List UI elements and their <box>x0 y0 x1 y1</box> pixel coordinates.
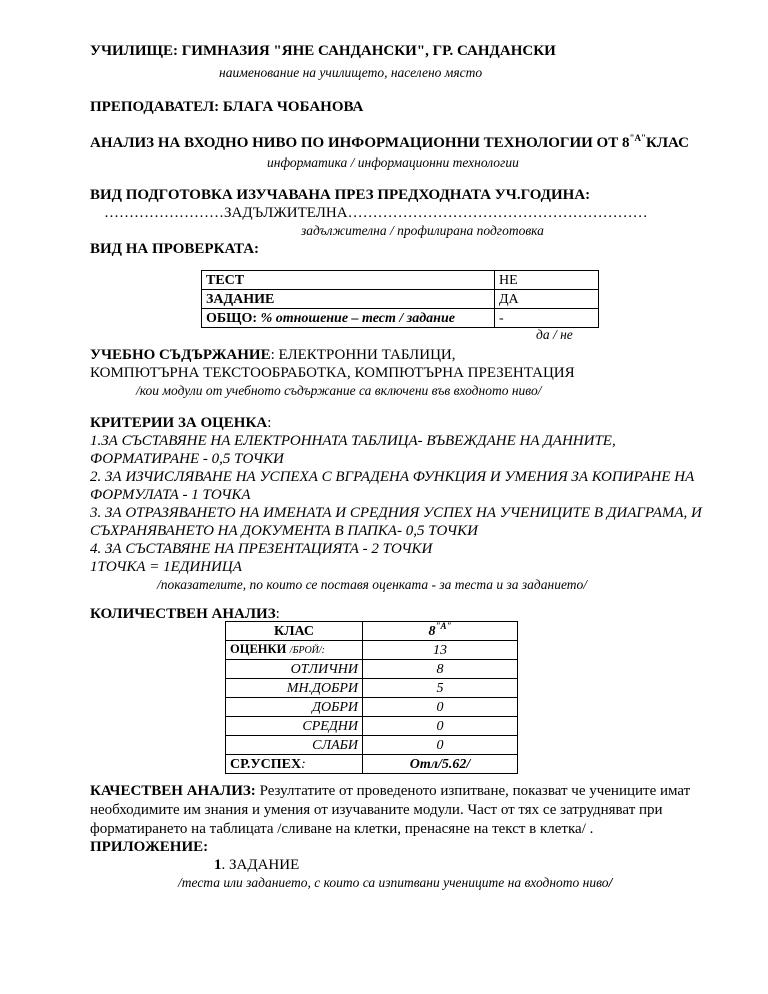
qualitative-line1: КАЧЕСТВЕН АНАЛИЗ: Резултатите от проведеното изпитване, показват че учениците имат <box>90 783 691 799</box>
school-line: УЧИЛИЩЕ: ГИМНАЗИЯ "ЯНЕ САНДАНСКИ", ГР. САНДАНСКИ <box>90 43 556 59</box>
grade-label: ОТЛИЧНИ <box>226 660 363 679</box>
content-hint: /кои модули от учебното съдържание са включени във входното ниво/ <box>136 383 542 398</box>
appendix-hint: /теста или заданието, с които са изпитвани учениците на входното ниво/ <box>178 875 613 890</box>
teacher-line: ПРЕПОДАВАТЕЛ: БЛАГА ЧОБАНОВА <box>90 99 364 115</box>
grade-count: 5 <box>363 679 518 698</box>
criteria-line: 1.ЗА СЪСТАВЯНЕ НА ЕЛЕКТРОННАТА ТАБЛИЦА- ВЪВЕЖДАНЕ НА ДАННИТЕ, <box>90 433 616 449</box>
criteria-title: КРИТЕРИИ ЗА ОЦЕНКА: <box>90 415 272 431</box>
preparation-title: ВИД ПОДГОТОВКА ИЗУЧАВАНА ПРЕЗ ПРЕДХОДНАТА УЧ.ГОДИНА: <box>90 187 591 203</box>
check-value: - <box>495 309 599 328</box>
grade-count: 0 <box>363 736 518 755</box>
table-row <box>226 641 518 660</box>
content-line1: УЧЕБНО СЪДЪРЖАНИЕ: ЕЛЕКТРОННИ ТАБЛИЦИ, <box>90 347 456 363</box>
check-table <box>201 270 599 328</box>
grades-table <box>225 621 518 774</box>
table-row <box>226 622 518 641</box>
content-line2: КОМПЮТЪРНА ТЕКСТООБРАБОТКА, КОМПЮТЪРНА ПРЕЗЕНТАЦИЯ <box>90 365 575 381</box>
check-label: ЗАДАНИЕ <box>202 290 495 309</box>
criteria-line: 2. ЗА ИЗЧИСЛЯВАНЕ НА УСПЕХА С ВГРАДЕНА ФУНКЦИЯ И УМЕНИЯ ЗА КОПИРАНЕ НА <box>90 469 695 485</box>
table-row <box>226 679 518 698</box>
preparation-hint: задължителна / профилирана подготовка <box>301 223 544 238</box>
grades-label: ОЦЕНКИ /БРОЙ/: <box>226 641 363 660</box>
table-row <box>226 698 518 717</box>
grade-label: СЛАБИ <box>226 736 363 755</box>
grades-total: 13 <box>363 641 518 660</box>
check-hint: да / не <box>536 327 573 342</box>
qualitative-line3: форматирането на таблицата /сливане на клетки, пренасяне на текст в клетка/ . <box>90 821 594 837</box>
class-value: $8^{"А"}$ <box>363 622 518 641</box>
grade-count: 0 <box>363 717 518 736</box>
quantitative-title: КОЛИЧЕСТВЕН АНАЛИЗ: <box>90 606 280 622</box>
table-row <box>226 755 518 774</box>
check-value: ДА <box>495 290 599 309</box>
table-row <box>226 717 518 736</box>
grade-label: СРЕДНИ <box>226 717 363 736</box>
check-title: ВИД НА ПРОВЕРКАТА: <box>90 241 260 257</box>
check-label: ОБЩО: % отношение – тест / задание <box>202 309 495 328</box>
grade-label: МН.ДОБРИ <box>226 679 363 698</box>
grade-count: 8 <box>363 660 518 679</box>
table-row <box>202 309 599 328</box>
class-header: КЛАС <box>226 622 363 641</box>
avg-label: СР.УСПЕХ: <box>226 755 363 774</box>
grade-count: 0 <box>363 698 518 717</box>
criteria-hint: /показателите, по които се поставя оценката - за теста и за заданието/ <box>157 577 588 592</box>
grade-label: ДОБРИ <box>226 698 363 717</box>
criteria-line: 1ТОЧКА = 1ЕДИНИЦА <box>90 559 242 575</box>
criteria-line: ФОРМАТИРАНЕ - 0,5 ТОЧКИ <box>90 451 284 467</box>
avg-value: Отл/5.62/ <box>363 755 518 774</box>
analysis-title: АНАЛИЗ НА ВХОДНО НИВО ПО ИНФОРМАЦИОННИ ТЕХНОЛОГИИ ОТ $8^{"А"}КЛАС$ <box>90 133 689 151</box>
criteria-line: 3. ЗА ОТРАЗЯВАНЕТО НА ИМЕНАТА И СРЕДНИЯ УСПЕХ НА УЧЕНИЦИТЕ В ДИАГРАМА, И <box>90 505 702 521</box>
criteria-line: ФОРМУЛАТА - 1 ТОЧКА <box>90 487 251 503</box>
appendix-title: ПРИЛОЖЕНИЕ: <box>90 839 209 855</box>
appendix-item: 1. ЗАДАНИЕ <box>214 857 300 873</box>
table-row <box>202 271 599 290</box>
table-row <box>202 290 599 309</box>
criteria-line: 4. ЗА СЪСТАВЯНЕ НА ПРЕЗЕНТАЦИЯТА - 2 ТОЧКИ <box>90 541 433 557</box>
criteria-line: СЪХРАНЯВАНЕТО НА ДОКУМЕНТА В ПАПКА- 0,5 ТОЧКИ <box>90 523 478 539</box>
preparation-value: ……………………ЗАДЪЛЖИТЕЛНА…………………………………………………… <box>104 205 648 221</box>
check-value: НЕ <box>495 271 599 290</box>
analysis-hint: информатика / информационни технологии <box>267 155 519 170</box>
table-row <box>226 660 518 679</box>
qualitative-line2: необходимите им знания и умения от изучаваните модули. Част от тях се затрудняват при <box>90 802 663 818</box>
table-row <box>226 736 518 755</box>
school-hint: наименование на училището, населено място <box>219 65 483 80</box>
check-label: ТЕСТ <box>202 271 495 290</box>
